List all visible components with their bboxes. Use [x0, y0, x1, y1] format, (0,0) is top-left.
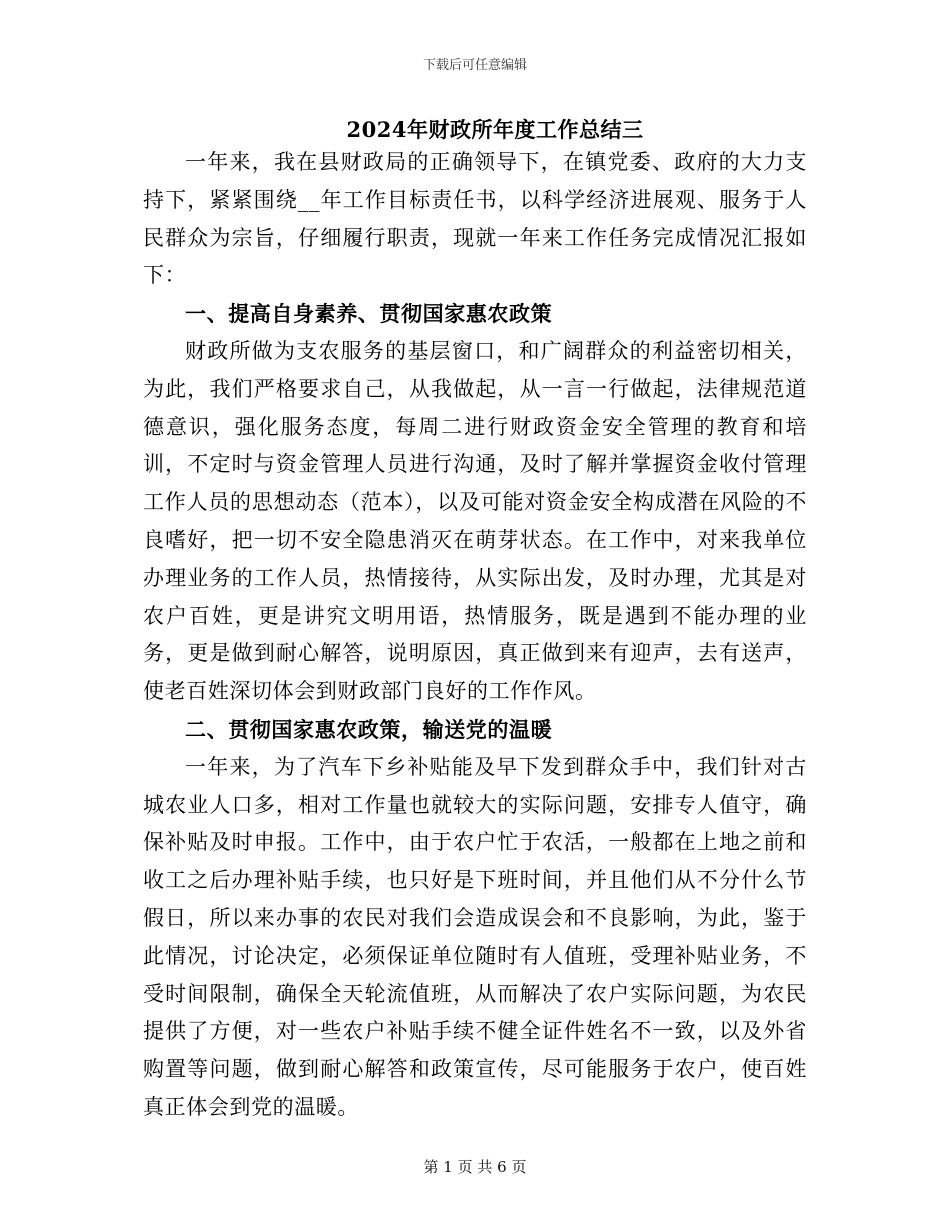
document-title: 2024年财政所年度工作总结三 [346, 117, 644, 142]
section-heading: 一、提高自身素养、贯彻国家惠农政策 [185, 301, 553, 327]
page-number: 第 1 页 共 6 页 [423, 1158, 527, 1176]
section-heading: 二、贯彻国家惠农政策，输送党的温暖 [185, 716, 553, 742]
section-paragraph: 财政所做为支农服务的基层窗口，和广阔群众的利益密切相关，为此，我们严格要求自己，从我做起，从一言一行做起，法律规范道德意识，强化服务态度，每周二进行财政资金安全管理的教育和培训，不定时与资金管理人员进行沟通，及时了解并掌握资金收付管理工作人员的思想动态（范本），以及可能对资金安全构成潜在风险的不良嗜好，把一切不安全隐患消灭在萌芽状态。在工作中，对来我单位办理业务的工作人员，热情接待，从实际出发，及时办理，尤其是对农户百姓，更是讲究文明用语，热情服务，既是遇到不能办理的业务，更是做到耐心解答，说明原因，真正做到来有迎声，去有送声，使老百姓深切体会到财政部门良好的工作作风。 [143, 338, 807, 704]
download-edit-note: 下载后可任意编辑 [422, 58, 527, 73]
section-paragraph: 一年来，为了汽车下乡补贴能及早下发到群众手中，我们针对古城农业人口多，相对工作量也就较大的实际问题，安排专人值守，确保补贴及时申报。工作中，由于农户忙于农活，一般都在上地之前和收工之后办理补贴手续，也只好是下班时间，并且他们从不分什么节假日，所以来办事的农民对我们会造成误会和不良影响，为此，鉴于此情况，讨论决定，必须保证单位随时有人值班，受理补贴业务，不受时间限制，确保全天轮流值班，从而解决了农户实际问题，为农民提供了方便，对一些农户补贴手续不健全证件姓名不一致，以及外省购置等问题，做到耐心解答和政策宣传，尽可能服务于农户，使百姓真正体会到党的温暖。 [143, 754, 807, 1119]
intro-paragraph: 一年来，我在县财政局的正确领导下，在镇党委、政府的大力支持下，紧紧围绕__年工作目标责任书，以科学经济进展观、服务于人民群众为宗旨，仔细履行职责，现就一年来工作任务完成情况汇报如下： [143, 150, 807, 288]
document-body [143, 144, 807, 1127]
